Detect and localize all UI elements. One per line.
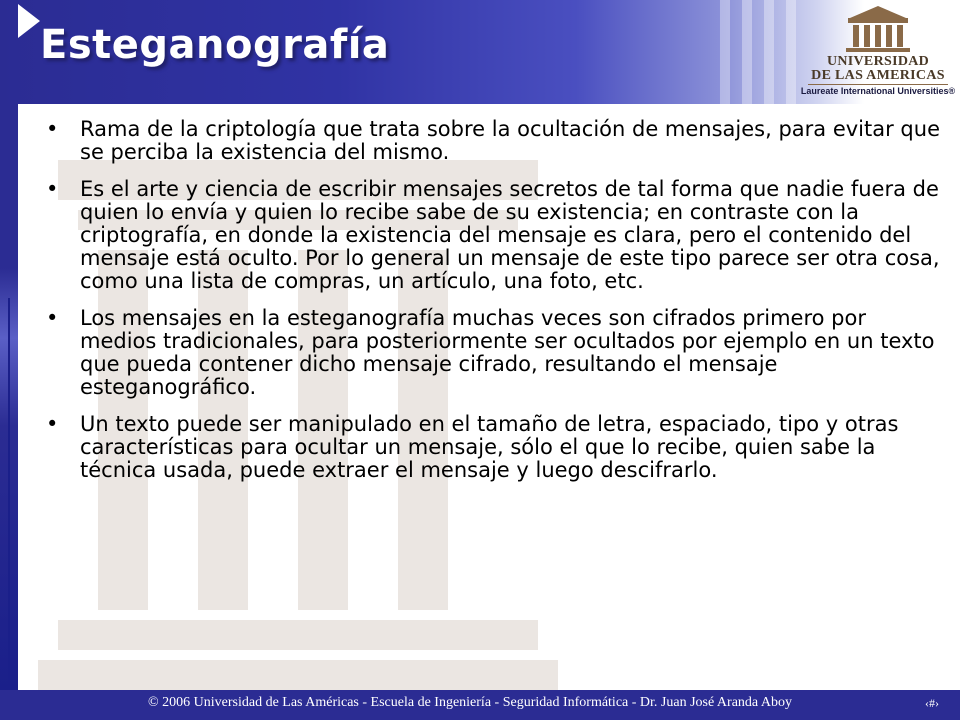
bullet-list — [44, 118, 944, 496]
slide-title: Esteganografía — [40, 22, 390, 68]
bullet-item — [44, 118, 944, 164]
left-accent-line — [8, 298, 10, 690]
play-triangle-icon — [18, 4, 40, 38]
logo-line-2: DE LAS AMERICAS — [811, 68, 945, 83]
logo-line-3: Laureate International Universities® — [800, 86, 956, 96]
bullet-dot-icon: • — [46, 177, 59, 201]
page-number: ‹#› — [925, 696, 939, 710]
university-building-icon — [800, 4, 956, 54]
bullet-text: Es el arte y ciencia de escribir mensajes secretos de tal forma que nadie fuera de quien lo envía y quien lo recibe sabe de su existencia; en contraste con la criptografía, en donde la existencia del mensaje es clara, pero el contenido del mensaje está oculto. Por lo general un mensaje de este tipo parece ser otra cosa, como una lista de compras, un artículo, una foto, etc. — [80, 177, 940, 293]
header-stripes — [720, 0, 800, 104]
footer-text: © 2006 Universidad de Las Américas - Escuela de Ingeniería - Seguridad Informática - Dr. Juan José Aranda Aboy — [148, 695, 792, 710]
bullet-dot-icon: • — [46, 306, 59, 330]
bullet-item — [44, 307, 944, 399]
bullet-text: Rama de la criptología que trata sobre la ocultación de mensajes, para evitar que se perciba la existencia del mismo. — [80, 117, 940, 164]
bullet-item — [44, 178, 944, 293]
bullet-text: Los mensajes en la esteganografía muchas veces son cifrados primero por medios tradicionales, para posteriormente ser ocultados por ejemplo en un texto que pueda contener dicho mensaje cifrado, resultando el mensaje esteganográfico. — [80, 306, 935, 399]
university-logo — [800, 4, 956, 100]
bullet-dot-icon: • — [46, 412, 59, 436]
bullet-text: Un texto puede ser manipulado en el tamaño de letra, espaciado, tipo y otras características para ocultar un mensaje, sólo el que lo recibe, quien sabe la técnica usada, puede extraer el mensaje y luego descifrarlo. — [80, 412, 899, 482]
bullet-dot-icon: • — [46, 117, 59, 141]
logo-divider — [808, 84, 948, 85]
logo-line-1: UNIVERSIDAD — [826, 54, 930, 69]
bullet-item — [44, 413, 944, 482]
